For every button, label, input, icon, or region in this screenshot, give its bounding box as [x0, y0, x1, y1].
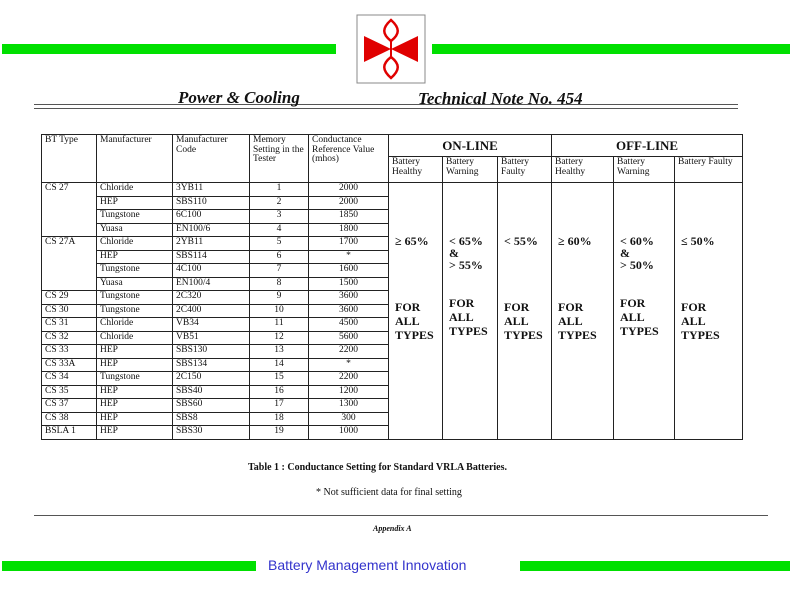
header-offline-faulty: Battery Faulty [675, 157, 743, 183]
cell-conductance-value: 2200 [309, 345, 389, 359]
threshold-text: < 55% [504, 234, 538, 249]
cell-manufacturer-code: EN100/6 [173, 223, 250, 237]
cell-conductance-value: 300 [309, 412, 389, 426]
cell-conductance-value: 1200 [309, 385, 389, 399]
threshold-text: ≥ 60% [558, 234, 592, 249]
header-conductance: Conductance Reference Value (mhos) [309, 135, 389, 183]
cell-manufacturer-code: 2YB11 [173, 237, 250, 251]
header-online-faulty: Battery Faulty [498, 157, 552, 183]
cell-bt-type [42, 264, 97, 278]
header-offline-healthy: Battery Healthy [552, 157, 614, 183]
appendix-rule [34, 515, 768, 516]
cell-bt-type: CS 35 [42, 385, 97, 399]
for-all-types-word: TYPES [620, 323, 659, 338]
cell-memory-setting: 10 [250, 304, 309, 318]
threshold-text: ≤ 50% [681, 234, 715, 249]
cell-conductance-value: 1850 [309, 210, 389, 224]
footer-tagline: Battery Management Innovation [268, 557, 467, 573]
for-all-types-word: FOR [620, 296, 646, 311]
conductance-table [41, 134, 743, 440]
for-all-types-word: TYPES [504, 327, 543, 342]
threshold-online-faulty [498, 183, 552, 440]
table-row [42, 183, 743, 197]
cell-manufacturer: HEP [97, 358, 173, 372]
cell-bt-type: CS 34 [42, 372, 97, 386]
cell-conductance-value: 3600 [309, 291, 389, 305]
cell-memory-setting: 18 [250, 412, 309, 426]
cell-manufacturer: HEP [97, 385, 173, 399]
threshold-text: & [620, 246, 630, 261]
cell-manufacturer: Chloride [97, 183, 173, 197]
cell-memory-setting: 12 [250, 331, 309, 345]
threshold-offline-faulty [675, 183, 743, 440]
cell-conductance-value: * [309, 250, 389, 264]
cell-manufacturer: HEP [97, 196, 173, 210]
cell-memory-setting: 14 [250, 358, 309, 372]
cell-conductance-value: 1600 [309, 264, 389, 278]
cell-conductance-value: 1500 [309, 277, 389, 291]
threshold-text: & [449, 246, 459, 261]
cell-memory-setting: 6 [250, 250, 309, 264]
for-all-types-word: FOR [504, 300, 530, 315]
header-memory-setting: Memory Setting in the Tester [250, 135, 309, 183]
header-offline: OFF-LINE [552, 135, 743, 157]
cell-bt-type: CS 30 [42, 304, 97, 318]
threshold-text: < 60% [620, 234, 654, 249]
for-all-types-label [681, 301, 738, 342]
cell-memory-setting: 15 [250, 372, 309, 386]
cell-memory-setting: 1 [250, 183, 309, 197]
for-all-types-word: TYPES [395, 327, 434, 342]
cell-bt-type [42, 223, 97, 237]
cell-manufacturer: Tungstone [97, 291, 173, 305]
cell-manufacturer: Chloride [97, 237, 173, 251]
cell-manufacturer-code: SBS130 [173, 345, 250, 359]
threshold-text: ≥ 65% [395, 234, 429, 249]
cell-manufacturer-code: SBS40 [173, 385, 250, 399]
cell-bt-type: CS 27 [42, 183, 97, 197]
cell-manufacturer-code: 2C400 [173, 304, 250, 318]
cell-manufacturer-code: SBS8 [173, 412, 250, 426]
bottom-left-green-bar [2, 561, 256, 571]
header-rule-top [34, 104, 738, 105]
cell-manufacturer: Tungstone [97, 210, 173, 224]
cell-manufacturer: HEP [97, 426, 173, 440]
cell-conductance-value: 2200 [309, 372, 389, 386]
cell-manufacturer-code: 2C150 [173, 372, 250, 386]
cell-bt-type: CS 33 [42, 345, 97, 359]
cell-manufacturer: Chloride [97, 331, 173, 345]
cell-conductance-value: 4500 [309, 318, 389, 332]
cell-manufacturer-code: SBS30 [173, 426, 250, 440]
cell-memory-setting: 7 [250, 264, 309, 278]
technical-note-number: Technical Note No. 454 [418, 89, 583, 108]
cell-manufacturer: Tungstone [97, 304, 173, 318]
for-all-types-word: TYPES [449, 323, 488, 338]
threshold-online-healthy [389, 183, 443, 440]
cell-conductance-value: 2000 [309, 183, 389, 197]
for-all-types-word: FOR [681, 300, 707, 315]
cell-manufacturer: Tungstone [97, 264, 173, 278]
for-all-types-word: FOR [449, 296, 475, 311]
cell-memory-setting: 8 [250, 277, 309, 291]
cell-bt-type: BSLA 1 [42, 426, 97, 440]
cell-bt-type [42, 250, 97, 264]
for-all-types-word: ALL [449, 309, 474, 324]
for-all-types-label [395, 301, 438, 342]
cell-memory-setting: 5 [250, 237, 309, 251]
for-all-types-label [620, 297, 670, 338]
for-all-types-word: TYPES [681, 327, 720, 342]
cell-bt-type: CS 38 [42, 412, 97, 426]
cell-manufacturer: Yuasa [97, 223, 173, 237]
cell-manufacturer-code: SBS134 [173, 358, 250, 372]
header-online-healthy: Battery Healthy [389, 157, 443, 183]
cell-bt-type: CS 37 [42, 399, 97, 413]
threshold-offline-healthy [552, 183, 614, 440]
threshold-offline-warning [614, 183, 675, 440]
cell-memory-setting: 17 [250, 399, 309, 413]
cell-manufacturer: HEP [97, 412, 173, 426]
cell-memory-setting: 3 [250, 210, 309, 224]
cell-bt-type [42, 277, 97, 291]
cell-memory-setting: 19 [250, 426, 309, 440]
cell-manufacturer-code: 4C100 [173, 264, 250, 278]
cell-manufacturer-code: SBS60 [173, 399, 250, 413]
header-offline-warning: Battery Warning [614, 157, 675, 183]
cell-memory-setting: 2 [250, 196, 309, 210]
table-footnote: * Not sufficient data for final setting [316, 487, 462, 498]
cell-bt-type: CS 27A [42, 237, 97, 251]
cell-manufacturer-code: SBS110 [173, 196, 250, 210]
for-all-types-word: ALL [681, 313, 706, 328]
cell-manufacturer: HEP [97, 250, 173, 264]
for-all-types-word: ALL [558, 313, 583, 328]
cell-manufacturer: Yuasa [97, 277, 173, 291]
cell-conductance-value: 1700 [309, 237, 389, 251]
cell-manufacturer: Chloride [97, 318, 173, 332]
for-all-types-word: ALL [395, 313, 420, 328]
for-all-types-label [504, 301, 547, 342]
company-logo-icon [356, 14, 426, 84]
header-manufacturer-code: Manufacturer Code [173, 135, 250, 183]
appendix-label: Appendix A [373, 524, 412, 533]
cell-conductance-value: 2000 [309, 196, 389, 210]
cell-manufacturer: HEP [97, 399, 173, 413]
threshold-text: < 65% [449, 234, 483, 249]
for-all-types-word: FOR [395, 300, 421, 315]
cell-manufacturer: HEP [97, 345, 173, 359]
threshold-online-warning [443, 183, 498, 440]
cell-manufacturer-code: 2C320 [173, 291, 250, 305]
table-caption: Table 1 : Conductance Setting for Standard VRLA Batteries. [248, 462, 507, 473]
cell-manufacturer-code: 6C100 [173, 210, 250, 224]
threshold-text: > 50% [620, 258, 654, 273]
for-all-types-label [449, 297, 493, 338]
for-all-types-word: ALL [620, 309, 645, 324]
cell-bt-type: CS 32 [42, 331, 97, 345]
cell-bt-type: CS 29 [42, 291, 97, 305]
bottom-right-green-bar [520, 561, 790, 571]
cell-manufacturer-code: EN100/4 [173, 277, 250, 291]
cell-conductance-value: 1800 [309, 223, 389, 237]
cell-bt-type [42, 210, 97, 224]
header-online: ON-LINE [389, 135, 552, 157]
header-rule-bottom [34, 108, 738, 109]
document-title: Power & Cooling [178, 88, 300, 107]
header-online-warning: Battery Warning [443, 157, 498, 183]
cell-bt-type [42, 196, 97, 210]
cell-conductance-value: 3600 [309, 304, 389, 318]
threshold-text: > 55% [449, 258, 483, 273]
cell-memory-setting: 4 [250, 223, 309, 237]
cell-memory-setting: 9 [250, 291, 309, 305]
cell-bt-type: CS 31 [42, 318, 97, 332]
for-all-types-word: FOR [558, 300, 584, 315]
cell-memory-setting: 16 [250, 385, 309, 399]
cell-manufacturer: Tungstone [97, 372, 173, 386]
cell-manufacturer-code: VB34 [173, 318, 250, 332]
cell-manufacturer-code: VB51 [173, 331, 250, 345]
top-right-green-bar [432, 44, 790, 54]
cell-memory-setting: 11 [250, 318, 309, 332]
cell-memory-setting: 13 [250, 345, 309, 359]
for-all-types-word: ALL [504, 313, 529, 328]
cell-conductance-value: 1000 [309, 426, 389, 440]
top-left-green-bar [2, 44, 336, 54]
cell-conductance-value: * [309, 358, 389, 372]
for-all-types-label [558, 301, 609, 342]
cell-manufacturer-code: 3YB11 [173, 183, 250, 197]
cell-conductance-value: 1300 [309, 399, 389, 413]
header-bt-type: BT Type [42, 135, 97, 183]
header-manufacturer: Manufacturer [97, 135, 173, 183]
cell-conductance-value: 5600 [309, 331, 389, 345]
cell-bt-type: CS 33A [42, 358, 97, 372]
for-all-types-word: TYPES [558, 327, 597, 342]
cell-manufacturer-code: SBS114 [173, 250, 250, 264]
